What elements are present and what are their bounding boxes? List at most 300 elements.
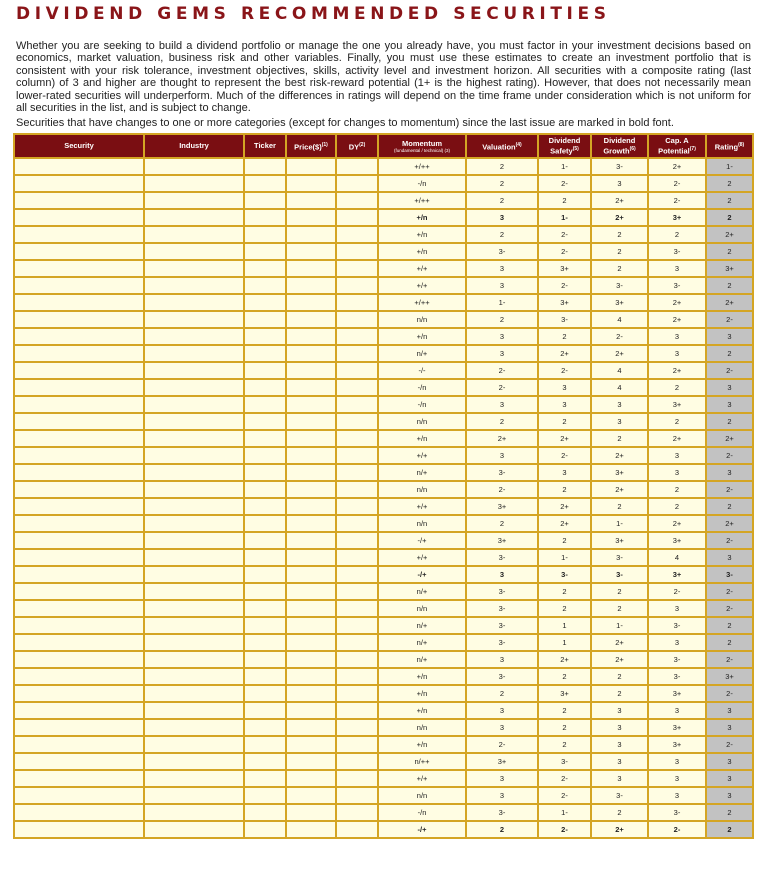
- table-row: [14, 226, 753, 243]
- cell-cap-potential: 3: [648, 345, 706, 362]
- cell-dy: [336, 209, 378, 226]
- cell-industry: [144, 413, 244, 430]
- cell-dividend-safety: 2: [538, 532, 591, 549]
- cell-dividend-safety: 2: [538, 719, 591, 736]
- cell-dividend-safety: 2-: [538, 821, 591, 838]
- cell-ticker: [244, 821, 286, 838]
- cell-valuation: 3+: [466, 753, 538, 770]
- table-row: [14, 277, 753, 294]
- cell-cap-potential: 3-: [648, 243, 706, 260]
- cell-dy: [336, 668, 378, 685]
- table-row: [14, 447, 753, 464]
- cell-dy: [336, 413, 378, 430]
- cell-price: [286, 617, 336, 634]
- cell-security: [14, 413, 144, 430]
- cell-security: [14, 175, 144, 192]
- cell-price: [286, 753, 336, 770]
- cell-dividend-safety: 2: [538, 328, 591, 345]
- cell-price: [286, 430, 336, 447]
- cell-security: [14, 260, 144, 277]
- cell-security: [14, 379, 144, 396]
- cell-industry: [144, 260, 244, 277]
- cell-momentum: n/+: [378, 651, 466, 668]
- page-title: DIVIDEND GEMS RECOMMENDED SECURITIES: [16, 4, 611, 24]
- cell-security: [14, 362, 144, 379]
- cell-rating: 2: [706, 804, 753, 821]
- cell-valuation: 3: [466, 787, 538, 804]
- cell-rating: 2: [706, 617, 753, 634]
- cell-valuation: 1-: [466, 294, 538, 311]
- cell-dividend-safety: 2: [538, 583, 591, 600]
- cell-ticker: [244, 549, 286, 566]
- cell-dividend-safety: 2-: [538, 175, 591, 192]
- table-row: [14, 209, 753, 226]
- cell-industry: [144, 736, 244, 753]
- cell-rating: 2: [706, 498, 753, 515]
- cell-momentum: -/+: [378, 532, 466, 549]
- cell-cap-potential: 3+: [648, 396, 706, 413]
- cell-rating: 1-: [706, 158, 753, 175]
- cell-dividend-growth: 2+: [591, 821, 648, 838]
- cell-ticker: [244, 345, 286, 362]
- cell-dy: [336, 362, 378, 379]
- cell-industry: [144, 447, 244, 464]
- cell-momentum: -/n: [378, 804, 466, 821]
- cell-dividend-growth: 2+: [591, 192, 648, 209]
- cell-industry: [144, 430, 244, 447]
- cell-rating: 2: [706, 413, 753, 430]
- table-row: [14, 549, 753, 566]
- cell-price: [286, 702, 336, 719]
- cell-valuation: 3: [466, 447, 538, 464]
- table-row: [14, 566, 753, 583]
- cell-momentum: +/+: [378, 770, 466, 787]
- cell-security: [14, 821, 144, 838]
- cell-ticker: [244, 243, 286, 260]
- cell-cap-potential: 3+: [648, 719, 706, 736]
- cell-cap-potential: 2-: [648, 175, 706, 192]
- cell-dividend-safety: 2: [538, 481, 591, 498]
- cell-valuation: 3-: [466, 617, 538, 634]
- cell-ticker: [244, 175, 286, 192]
- cell-security: [14, 481, 144, 498]
- cell-price: [286, 362, 336, 379]
- cell-dy: [336, 158, 378, 175]
- cell-dividend-growth: 3: [591, 175, 648, 192]
- cell-dy: [336, 379, 378, 396]
- cell-dividend-growth: 2+: [591, 634, 648, 651]
- cell-dy: [336, 821, 378, 838]
- cell-valuation: 3: [466, 209, 538, 226]
- cell-momentum: +/++: [378, 158, 466, 175]
- bold-font-note: Securities that have changes to one or more categories (except for changes to momentum) since the last issue are marked in bold font.: [16, 117, 674, 129]
- cell-price: [286, 158, 336, 175]
- cell-industry: [144, 702, 244, 719]
- cell-industry: [144, 498, 244, 515]
- cell-dividend-growth: 2+: [591, 447, 648, 464]
- cell-dividend-safety: 1: [538, 617, 591, 634]
- col-header-industry: Industry: [144, 134, 244, 158]
- cell-dividend-growth: 2: [591, 243, 648, 260]
- cell-dy: [336, 634, 378, 651]
- table-row: [14, 430, 753, 447]
- cell-rating: 2: [706, 175, 753, 192]
- cell-cap-potential: 2-: [648, 192, 706, 209]
- table-row: [14, 736, 753, 753]
- cell-ticker: [244, 770, 286, 787]
- cell-cap-potential: 2: [648, 379, 706, 396]
- cell-cap-potential: 3-: [648, 668, 706, 685]
- cell-security: [14, 600, 144, 617]
- cell-valuation: 3-: [466, 668, 538, 685]
- cell-cap-potential: 3+: [648, 736, 706, 753]
- table-row: [14, 804, 753, 821]
- cell-industry: [144, 294, 244, 311]
- cell-cap-potential: 3+: [648, 532, 706, 549]
- cell-dy: [336, 583, 378, 600]
- cell-security: [14, 158, 144, 175]
- cell-price: [286, 515, 336, 532]
- cell-dividend-safety: 2-: [538, 447, 591, 464]
- cell-ticker: [244, 328, 286, 345]
- cell-valuation: 3-: [466, 549, 538, 566]
- cell-price: [286, 209, 336, 226]
- cell-momentum: +/n: [378, 702, 466, 719]
- cell-momentum: +/+: [378, 549, 466, 566]
- cell-momentum: n/n: [378, 719, 466, 736]
- cell-dividend-growth: 2: [591, 668, 648, 685]
- cell-price: [286, 498, 336, 515]
- cell-industry: [144, 175, 244, 192]
- cell-dividend-safety: 3+: [538, 685, 591, 702]
- cell-momentum: n/+: [378, 345, 466, 362]
- cell-industry: [144, 226, 244, 243]
- cell-ticker: [244, 481, 286, 498]
- cell-dy: [336, 702, 378, 719]
- cell-price: [286, 396, 336, 413]
- cell-momentum: +/n: [378, 736, 466, 753]
- cell-security: [14, 226, 144, 243]
- cell-security: [14, 668, 144, 685]
- cell-dy: [336, 549, 378, 566]
- table-row: [14, 379, 753, 396]
- cell-ticker: [244, 158, 286, 175]
- cell-dividend-growth: 3: [591, 702, 648, 719]
- cell-rating: 2-: [706, 447, 753, 464]
- cell-dividend-growth: 2-: [591, 328, 648, 345]
- cell-dividend-growth: 3: [591, 770, 648, 787]
- cell-security: [14, 685, 144, 702]
- cell-security: [14, 532, 144, 549]
- cell-dividend-growth: 3-: [591, 158, 648, 175]
- cell-security: [14, 447, 144, 464]
- cell-rating: 2: [706, 821, 753, 838]
- cell-security: [14, 430, 144, 447]
- cell-dividend-growth: 2: [591, 260, 648, 277]
- table-row: [14, 328, 753, 345]
- cell-industry: [144, 464, 244, 481]
- cell-industry: [144, 566, 244, 583]
- cell-dy: [336, 294, 378, 311]
- col-header-dy: DY$^{(2)}$: [336, 134, 378, 158]
- cell-cap-potential: 4: [648, 549, 706, 566]
- cell-ticker: [244, 651, 286, 668]
- cell-price: [286, 685, 336, 702]
- cell-rating: 3: [706, 549, 753, 566]
- cell-cap-potential: 2+: [648, 294, 706, 311]
- cell-cap-potential: 3-: [648, 804, 706, 821]
- cell-dividend-growth: 2: [591, 430, 648, 447]
- cell-cap-potential: 3-: [648, 277, 706, 294]
- cell-valuation: 3: [466, 566, 538, 583]
- cell-valuation: 2: [466, 226, 538, 243]
- cell-price: [286, 719, 336, 736]
- cell-price: [286, 328, 336, 345]
- cell-ticker: [244, 277, 286, 294]
- cell-rating: 3: [706, 770, 753, 787]
- cell-industry: [144, 532, 244, 549]
- cell-rating: 3: [706, 719, 753, 736]
- cell-rating: 2-: [706, 600, 753, 617]
- cell-cap-potential: 3: [648, 260, 706, 277]
- cell-momentum: +/n: [378, 328, 466, 345]
- cell-momentum: -/+: [378, 821, 466, 838]
- table-row: [14, 532, 753, 549]
- cell-dividend-safety: 2+: [538, 430, 591, 447]
- cell-price: [286, 566, 336, 583]
- cell-valuation: 2: [466, 158, 538, 175]
- cell-dividend-safety: 1-: [538, 804, 591, 821]
- cell-price: [286, 464, 336, 481]
- cell-valuation: 3-: [466, 634, 538, 651]
- cell-ticker: [244, 617, 286, 634]
- cell-momentum: n/+: [378, 583, 466, 600]
- cell-valuation: 3: [466, 328, 538, 345]
- cell-dividend-safety: 3+: [538, 294, 591, 311]
- cell-dividend-growth: 3: [591, 736, 648, 753]
- cell-dividend-safety: 2: [538, 413, 591, 430]
- cell-dividend-growth: 2: [591, 804, 648, 821]
- cell-security: [14, 277, 144, 294]
- cell-rating: 2: [706, 277, 753, 294]
- cell-momentum: +/n: [378, 243, 466, 260]
- table-row: [14, 634, 753, 651]
- cell-industry: [144, 753, 244, 770]
- cell-security: [14, 192, 144, 209]
- cell-price: [286, 583, 336, 600]
- cell-ticker: [244, 413, 286, 430]
- cell-security: [14, 498, 144, 515]
- cell-industry: [144, 158, 244, 175]
- cell-dy: [336, 515, 378, 532]
- cell-cap-potential: 3: [648, 634, 706, 651]
- cell-momentum: n/+: [378, 634, 466, 651]
- cell-dividend-growth: 3: [591, 719, 648, 736]
- cell-ticker: [244, 396, 286, 413]
- cell-security: [14, 515, 144, 532]
- cell-cap-potential: 3: [648, 600, 706, 617]
- cell-ticker: [244, 804, 286, 821]
- cell-valuation: 3-: [466, 804, 538, 821]
- cell-dividend-growth: 3: [591, 753, 648, 770]
- cell-dividend-safety: 2+: [538, 498, 591, 515]
- cell-dividend-growth: 1-: [591, 617, 648, 634]
- cell-rating: 2+: [706, 226, 753, 243]
- cell-ticker: [244, 311, 286, 328]
- cell-price: [286, 651, 336, 668]
- cell-ticker: [244, 719, 286, 736]
- table-row: [14, 821, 753, 838]
- col-header-price: Price($)$^{(1)}$: [286, 134, 336, 158]
- cell-dividend-safety: 3-: [538, 566, 591, 583]
- cell-ticker: [244, 753, 286, 770]
- cell-ticker: [244, 464, 286, 481]
- cell-rating: 2+: [706, 430, 753, 447]
- cell-cap-potential: 2+: [648, 362, 706, 379]
- cell-ticker: [244, 532, 286, 549]
- cell-dy: [336, 532, 378, 549]
- cell-ticker: [244, 583, 286, 600]
- cell-valuation: 2: [466, 515, 538, 532]
- cell-rating: 3: [706, 753, 753, 770]
- cell-dividend-growth: 2: [591, 498, 648, 515]
- cell-rating: 2-: [706, 736, 753, 753]
- cell-rating: 3+: [706, 668, 753, 685]
- cell-momentum: -/n: [378, 396, 466, 413]
- cell-rating: 2: [706, 192, 753, 209]
- cell-dividend-safety: 3: [538, 396, 591, 413]
- cell-ticker: [244, 685, 286, 702]
- cell-rating: 2: [706, 243, 753, 260]
- cell-dividend-safety: 1-: [538, 549, 591, 566]
- cell-dividend-safety: 2: [538, 668, 591, 685]
- cell-industry: [144, 685, 244, 702]
- cell-dividend-safety: 2+: [538, 515, 591, 532]
- cell-security: [14, 753, 144, 770]
- cell-dividend-growth: 3: [591, 413, 648, 430]
- table-row: [14, 413, 753, 430]
- cell-momentum: n/n: [378, 413, 466, 430]
- cell-price: [286, 260, 336, 277]
- cell-industry: [144, 277, 244, 294]
- cell-security: [14, 651, 144, 668]
- cell-valuation: 2+: [466, 430, 538, 447]
- cell-industry: [144, 719, 244, 736]
- cell-dividend-growth: 4: [591, 379, 648, 396]
- cell-price: [286, 175, 336, 192]
- table-row: [14, 770, 753, 787]
- cell-dy: [336, 787, 378, 804]
- cell-valuation: 2-: [466, 362, 538, 379]
- cell-dividend-safety: 3: [538, 379, 591, 396]
- cell-valuation: 2: [466, 685, 538, 702]
- cell-dy: [336, 481, 378, 498]
- table-row: [14, 396, 753, 413]
- cell-price: [286, 226, 336, 243]
- cell-cap-potential: 2+: [648, 430, 706, 447]
- cell-dy: [336, 345, 378, 362]
- cell-rating: 3: [706, 328, 753, 345]
- cell-dy: [336, 226, 378, 243]
- cell-momentum: -/n: [378, 175, 466, 192]
- cell-industry: [144, 651, 244, 668]
- cell-dividend-safety: 1: [538, 634, 591, 651]
- header-row: [14, 134, 753, 158]
- table-row: [14, 464, 753, 481]
- cell-valuation: 2: [466, 175, 538, 192]
- cell-security: [14, 345, 144, 362]
- cell-security: [14, 804, 144, 821]
- cell-rating: 3: [706, 702, 753, 719]
- cell-security: [14, 566, 144, 583]
- cell-dividend-safety: 2+: [538, 651, 591, 668]
- cell-valuation: 3-: [466, 583, 538, 600]
- cell-momentum: n/+: [378, 464, 466, 481]
- cell-momentum: +/+: [378, 260, 466, 277]
- table-row: [14, 498, 753, 515]
- cell-security: [14, 396, 144, 413]
- cell-valuation: 3-: [466, 600, 538, 617]
- cell-dividend-growth: 3: [591, 396, 648, 413]
- cell-dy: [336, 396, 378, 413]
- cell-cap-potential: 2-: [648, 821, 706, 838]
- cell-dividend-safety: 1-: [538, 158, 591, 175]
- cell-industry: [144, 600, 244, 617]
- cell-cap-potential: 2+: [648, 515, 706, 532]
- cell-security: [14, 549, 144, 566]
- cell-cap-potential: 2+: [648, 311, 706, 328]
- cell-security: [14, 464, 144, 481]
- cell-rating: 2-: [706, 651, 753, 668]
- cell-dividend-growth: 2: [591, 583, 648, 600]
- cell-momentum: +/n: [378, 685, 466, 702]
- table-row: [14, 345, 753, 362]
- cell-security: [14, 719, 144, 736]
- cell-valuation: 3-: [466, 464, 538, 481]
- cell-valuation: 3: [466, 719, 538, 736]
- cell-dividend-growth: 3+: [591, 532, 648, 549]
- cell-momentum: -/-: [378, 362, 466, 379]
- cell-dy: [336, 617, 378, 634]
- cell-valuation: 2: [466, 192, 538, 209]
- table-row: [14, 192, 753, 209]
- cell-momentum: +/n: [378, 430, 466, 447]
- cell-cap-potential: 2: [648, 413, 706, 430]
- cell-dy: [336, 447, 378, 464]
- cell-rating: 3+: [706, 260, 753, 277]
- cell-ticker: [244, 736, 286, 753]
- table-row: [14, 600, 753, 617]
- cell-dividend-growth: 2+: [591, 651, 648, 668]
- cell-dividend-safety: 3-: [538, 753, 591, 770]
- cell-dividend-growth: 2: [591, 226, 648, 243]
- cell-dividend-growth: 2+: [591, 481, 648, 498]
- cell-price: [286, 736, 336, 753]
- cell-momentum: -/n: [378, 379, 466, 396]
- cell-dy: [336, 600, 378, 617]
- cell-dividend-growth: 3-: [591, 566, 648, 583]
- table-row: [14, 583, 753, 600]
- intro-paragraph: Whether you are seeking to build a dividend portfolio or manage the one you already have, you must factor in your investment decisions based on economics, market valuation, business risk and other variables. Finally, you must use these estimates to create an investment portfolio that is consistent with your risk tolerance, investment objectives, skills, activity level and investment horizon. All securities with a composite rating (last column) of 3 and higher are thought to represent the best risk-reward potential (1+ is the highest rating). However, that does not necessarily mean lower-rated securities will underperform. Much of the differences in ratings will depend on the time frame under consideration which is not uniform for all securities in the list, and is subject to change.: [16, 40, 751, 115]
- cell-industry: [144, 821, 244, 838]
- cell-industry: [144, 345, 244, 362]
- cell-industry: [144, 617, 244, 634]
- cell-ticker: [244, 702, 286, 719]
- col-header-momentum: Momentum (fundamental / technical) (3): [378, 134, 466, 158]
- cell-industry: [144, 209, 244, 226]
- cell-valuation: 2-: [466, 379, 538, 396]
- cell-dy: [336, 175, 378, 192]
